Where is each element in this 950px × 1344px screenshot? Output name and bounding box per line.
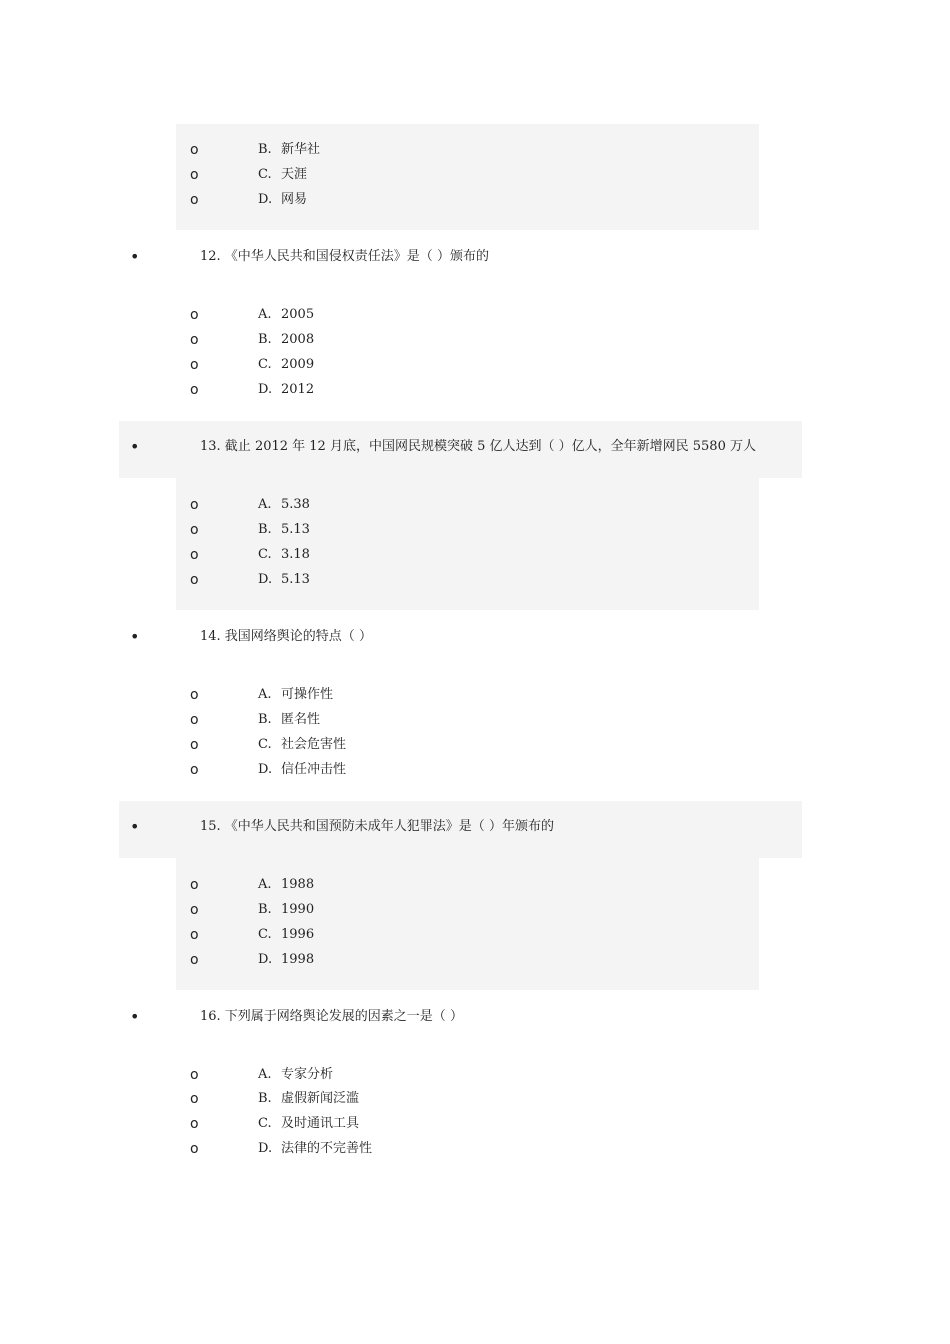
option-text: 2012 xyxy=(281,382,315,397)
option-text: 天涯 xyxy=(281,167,308,182)
question-text: 13. 截止 2012 年 12 月底，中国网民规模突破 5 亿人达到（ ）亿人，全年新增网民 5580 万人 xyxy=(200,439,756,454)
option-text: 及时通讯工具 xyxy=(281,1116,360,1131)
question-text: 15. 《中华人民共和国预防未成年人犯罪法》是（ ）年颁布的 xyxy=(200,819,554,834)
option-marker: o xyxy=(190,1141,199,1157)
option-marker: o xyxy=(190,382,199,398)
option-letter: D. xyxy=(258,192,273,207)
option-letter: B. xyxy=(258,712,272,727)
option-marker: o xyxy=(190,572,199,588)
option-letter: B. xyxy=(258,332,272,347)
bullet-icon: • xyxy=(130,1007,140,1026)
option-text: 专家分析 xyxy=(281,1067,334,1082)
option-marker: o xyxy=(190,687,199,703)
option-text: 社会危害性 xyxy=(281,737,347,752)
option-text: 1988 xyxy=(281,877,315,892)
option-letter: A. xyxy=(258,687,272,702)
option-text: 5.38 xyxy=(281,497,310,512)
option-letter: A. xyxy=(258,877,272,892)
option-marker: o xyxy=(190,522,199,538)
option-letter: C. xyxy=(258,927,272,942)
option-marker: o xyxy=(190,142,199,158)
option-marker: o xyxy=(190,167,199,183)
question-text: 16. 下列属于网络舆论发展的因素之一是（ ） xyxy=(200,1009,463,1024)
option-text: 1990 xyxy=(281,902,315,917)
option-text: 1998 xyxy=(281,952,315,967)
option-marker: o xyxy=(190,547,199,563)
option-marker: o xyxy=(190,902,199,918)
option-letter: B. xyxy=(258,902,272,917)
option-letter: B. xyxy=(258,1091,272,1106)
option-text: 法律的不完善性 xyxy=(281,1141,373,1156)
option-letter: C. xyxy=(258,737,272,752)
option-marker: o xyxy=(190,712,199,728)
option-marker: o xyxy=(190,877,199,893)
option-marker: o xyxy=(190,357,199,373)
option-text: 2009 xyxy=(281,357,315,372)
option-text: 虚假新闻泛滥 xyxy=(281,1091,360,1106)
option-text: 新华社 xyxy=(281,142,321,157)
option-marker: o xyxy=(190,1067,199,1083)
option-text: 信任冲击性 xyxy=(281,762,347,777)
option-letter: C. xyxy=(258,357,272,372)
option-letter: D. xyxy=(258,382,273,397)
option-marker: o xyxy=(190,927,199,943)
option-text: 网易 xyxy=(281,192,308,207)
option-letter: C. xyxy=(258,167,272,182)
option-letter: A. xyxy=(258,1067,272,1082)
option-text: 2008 xyxy=(281,332,315,347)
bullet-icon: • xyxy=(130,817,140,836)
option-letter: B. xyxy=(258,522,272,537)
option-marker: o xyxy=(190,307,199,323)
option-marker: o xyxy=(190,1091,199,1107)
option-letter: A. xyxy=(258,307,272,322)
option-marker: o xyxy=(190,192,199,208)
option-letter: B. xyxy=(258,142,272,157)
option-letter: C. xyxy=(258,1116,272,1131)
option-marker: o xyxy=(190,737,199,753)
option-marker: o xyxy=(190,1116,199,1132)
option-text: 3.18 xyxy=(281,547,310,562)
option-letter: D. xyxy=(258,762,273,777)
option-letter: D. xyxy=(258,952,273,967)
bullet-icon: • xyxy=(130,437,140,456)
question-text: 12. 《中华人民共和国侵权责任法》是（ ）颁布的 xyxy=(200,249,489,264)
option-text: 可操作性 xyxy=(281,687,334,702)
option-letter: C. xyxy=(258,547,272,562)
option-marker: o xyxy=(190,497,199,513)
question-text: 14. 我国网络舆论的特点（ ） xyxy=(200,629,372,644)
option-text: 1996 xyxy=(281,927,315,942)
option-letter: D. xyxy=(258,572,273,587)
option-text: 匿名性 xyxy=(281,712,321,727)
option-letter: A. xyxy=(258,497,272,512)
option-letter: D. xyxy=(258,1141,273,1156)
option-marker: o xyxy=(190,952,199,968)
bullet-icon: • xyxy=(130,627,140,646)
bullet-icon: • xyxy=(130,247,140,266)
option-text: 2005 xyxy=(281,307,315,322)
option-text: 5.13 xyxy=(281,522,310,537)
option-marker: o xyxy=(190,762,199,778)
option-text: 5.13 xyxy=(281,572,310,587)
option-marker: o xyxy=(190,332,199,348)
